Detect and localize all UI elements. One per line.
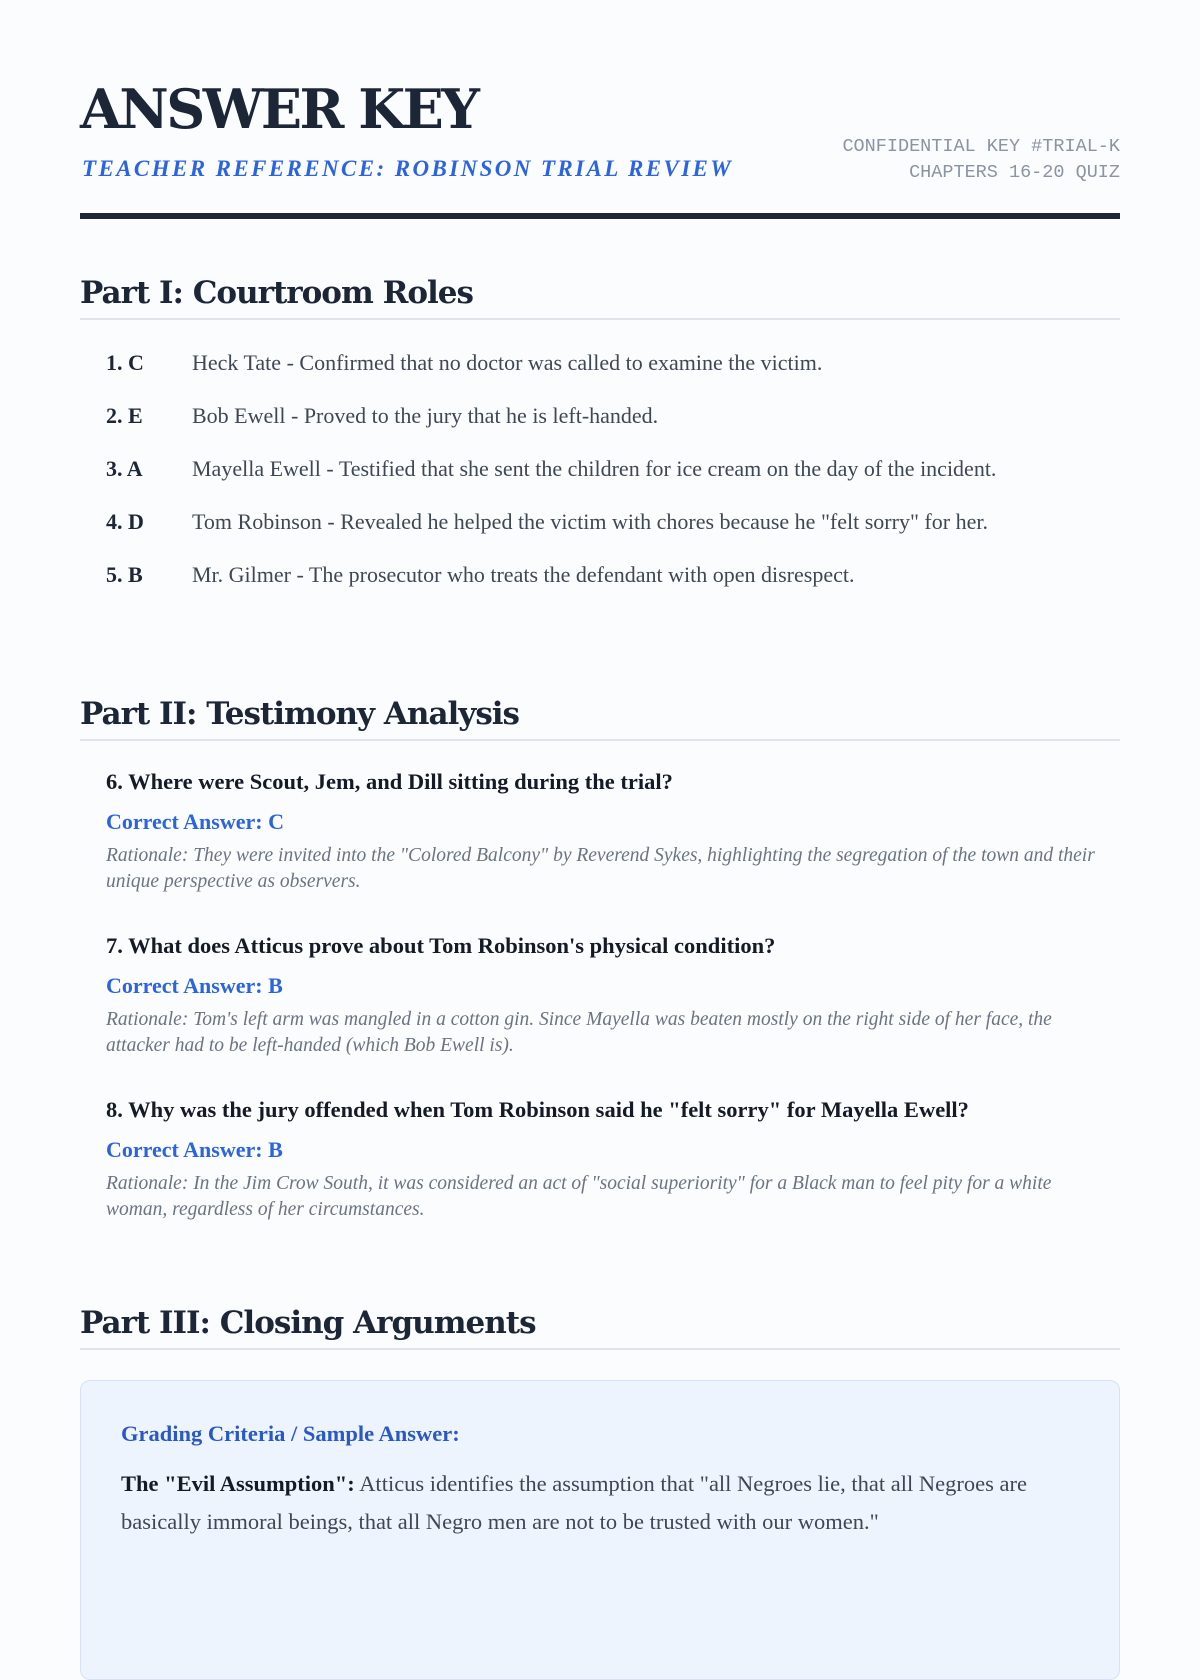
sample-answer-body: Atticus identifies the assumption that "all Negroes lie, that all Negroes are basically immoral beings, that all Negro men are not to be trusted with our women.": [121, 1470, 1027, 1534]
page-subtitle: TEACHER REFERENCE: ROBINSON TRIAL REVIEW: [82, 156, 734, 181]
role-answer-number: 5. B: [106, 561, 143, 587]
sample-answer-label: The "Evil Assumption":: [121, 1470, 355, 1496]
list-item: [80, 558, 1120, 591]
answer-rationale: Rationale: In the Jim Crow South, it was considered an act of "social superiority" for a Black man to feel pity for a white woman, regardless of her circumstances.: [106, 1172, 1052, 1220]
role-answer-number: 2. E: [106, 402, 143, 428]
answer-key-page: [80, 0, 1120, 1534]
role-answer-number: 1. C: [106, 349, 144, 375]
role-answer-number: 3. A: [106, 455, 143, 481]
role-description: Mayella Ewell - Testified that she sent the children for ice cream on the day of the incident.: [192, 455, 997, 481]
question-text: 6. Where were Scout, Jem, and Dill sitting during the trial?: [106, 768, 673, 794]
document-meta: [842, 134, 1120, 186]
grading-criteria-heading: Grading Criteria / Sample Answer:: [121, 1420, 460, 1446]
section-title-part1: Part I: Courtroom Roles: [80, 276, 1120, 320]
section-testimony-analysis: [80, 697, 1120, 1259]
answer-rationale: Rationale: They were invited into the "Colored Balcony" by Reverend Sykes, highlighting the segregation of the town and their unique perspective as observers.: [106, 844, 1095, 892]
list-item: [80, 452, 1120, 485]
correct-answer: Correct Answer: C: [106, 808, 284, 834]
role-description: Bob Ewell - Proved to the jury that he is left-handed.: [192, 402, 659, 428]
role-description: Heck Tate - Confirmed that no doctor was called to examine the victim.: [192, 349, 823, 375]
role-answer-number: 4. D: [106, 508, 144, 534]
role-description: Tom Robinson - Revealed he helped the victim with chores because he "felt sorry" for her.: [192, 508, 988, 534]
question-block: [80, 931, 1120, 1059]
sample-answer-text: [121, 1465, 1079, 1541]
correct-answer: Correct Answer: B: [106, 1136, 283, 1162]
list-item: [80, 505, 1120, 538]
document-header: [80, 0, 1120, 222]
list-item: [80, 346, 1120, 379]
role-description: Mr. Gilmer - The prosecutor who treats the defendant with open disrespect.: [192, 561, 855, 587]
section-title-part2: Part II: Testimony Analysis: [80, 697, 1120, 741]
question-text: 8. Why was the jury offended when Tom Robinson said he "felt sorry" for Mayella Ewell?: [106, 1096, 969, 1122]
quiz-chapters-label: CHAPTERS 16-20 QUIZ: [909, 162, 1120, 183]
section-courtroom-roles: [80, 276, 1120, 611]
question-text: 7. What does Atticus prove about Tom Robinson's physical condition?: [106, 932, 776, 958]
answer-rationale: Rationale: Tom's left arm was mangled in a cotton gin. Since Mayella was beaten mostly on the right side of her face, the attacker had to be left-handed (which Bob Ewell is).: [106, 1008, 1052, 1056]
roles-list: [80, 346, 1120, 591]
confidential-key-label: CONFIDENTIAL KEY #TRIAL-K: [842, 136, 1120, 157]
section-title-part3: Part III: Closing Arguments: [80, 1306, 1120, 1350]
section-closing-arguments: [80, 1306, 1120, 1680]
question-block: [80, 767, 1120, 895]
list-item: [80, 399, 1120, 432]
grading-criteria-box: [80, 1380, 1120, 1680]
correct-answer: Correct Answer: B: [106, 972, 283, 998]
page-title: ANSWER KEY: [80, 77, 478, 141]
header-divider: [80, 213, 1120, 219]
question-block: [80, 1095, 1120, 1223]
